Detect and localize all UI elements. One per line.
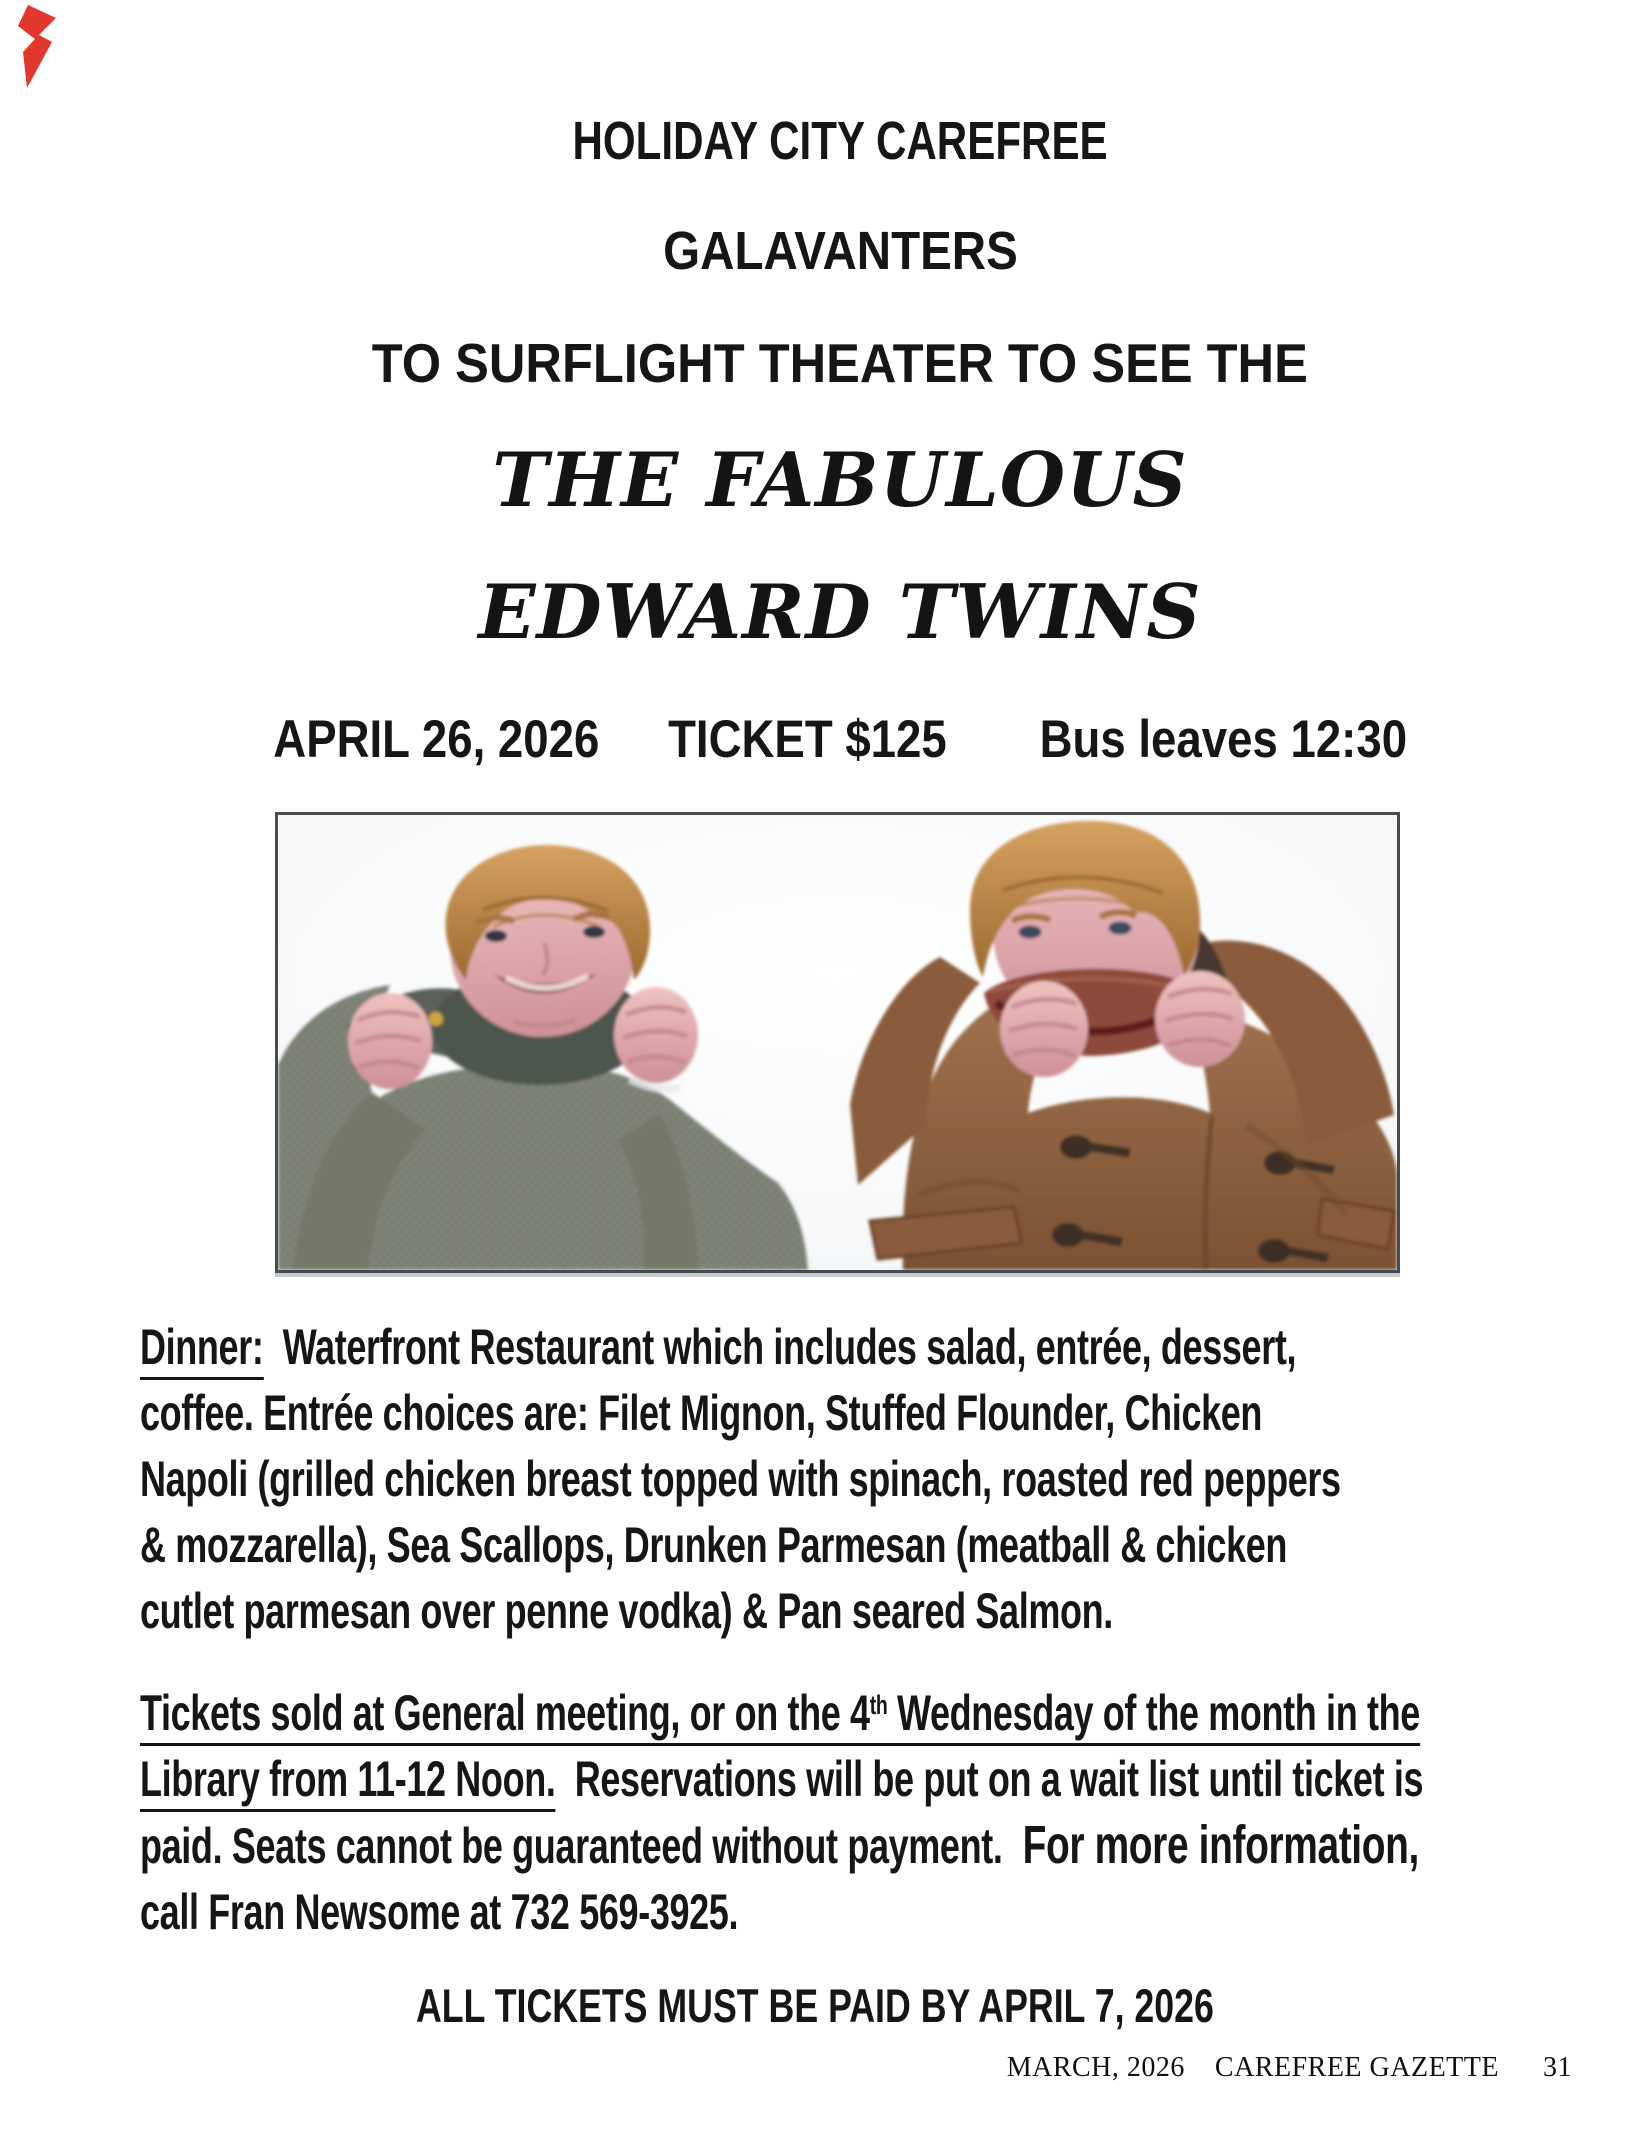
event-date: APRIL 26, 2026 <box>273 710 600 769</box>
footer-issue-date: MARCH, 2026 <box>1006 2052 1185 2083</box>
ticket-price: TICKET $125 <box>667 710 947 769</box>
title-line-3-text: TO SURFLIGHT THEATER TO SEE THE <box>371 332 1309 394</box>
title-line-2-text: GALAVANTERS <box>662 221 1018 281</box>
show-name-line-1 <box>15 436 1650 524</box>
title-line-1 <box>15 110 1650 172</box>
edward-twins-photo <box>275 812 1400 1273</box>
bus-departure-time: Bus leaves 12:30 <box>1039 710 1407 769</box>
title-line-1-text: HOLIDAY CITY CAREFREE <box>572 111 1108 171</box>
red-pen-mark-shape <box>18 5 56 88</box>
edward-twins-photo-image <box>278 815 1397 1270</box>
dinner-line-4: & mozzarella), Sea Scallops, Drunken Parmesan (meatball & chicken <box>140 1517 1288 1573</box>
dinner-line-2: coffee. Entrée choices are: Filet Mignon, Stuffed Flounder, Chicken <box>140 1385 1263 1441</box>
ordinal-superscript: th <box>869 1690 888 1720</box>
contact-phone-line: call Fran Newsome at 732 569-3925. <box>140 1884 739 1940</box>
ticket-info-line-3-text: paid. Seats cannot be guaranteed without payment. <box>140 1818 1013 1874</box>
more-information-text: For more information, <box>1012 1815 1419 1875</box>
show-name-line-2-text: EDWARD TWINS <box>478 568 1202 656</box>
dinner-line-1 <box>140 1314 1341 1380</box>
show-name-line-2 <box>15 568 1650 656</box>
dinner-line-1-text: Waterfront Restaurant which includes salad, entrée, dessert, <box>263 1319 1297 1375</box>
ticket-info-paragraph <box>140 1680 1650 1945</box>
payment-deadline <box>0 1978 1640 2033</box>
red-pen-mark <box>12 5 60 89</box>
title-line-3 <box>15 331 1650 395</box>
ticket-info-line-1 <box>140 1680 1423 1746</box>
ticket-info-line-1-post: Wednesday of the month in the <box>887 1685 1420 1741</box>
title-line-2 <box>15 220 1650 282</box>
payment-deadline-text: ALL TICKETS MUST BE PAID BY APRIL 7, 2026 <box>416 1979 1214 2032</box>
ticket-info-line-2-rest: Reservations will be put on a wait list until ticket is <box>555 1751 1424 1807</box>
dinner-paragraph <box>140 1314 1650 1644</box>
ticket-info-line-1-underlined <box>140 1685 1420 1746</box>
show-name-line-1-text: THE FABULOUS <box>492 436 1188 524</box>
dinner-line-3: Napoli (grilled chicken breast topped with spinach, roasted red peppers <box>140 1451 1341 1507</box>
dinner-line-5: cutlet parmesan over penne vodka) & Pan seared Salmon. <box>140 1583 1113 1639</box>
footer-page-number: 31 <box>1543 2052 1572 2083</box>
event-details-row <box>15 709 1650 770</box>
event-details-text <box>273 709 1407 770</box>
ticket-info-line-1-pre: Tickets sold at General meeting, or on the 4 <box>140 1685 870 1741</box>
ticket-info-line-3 <box>140 1812 1423 1879</box>
footer-publication-name: CAREFREE GAZETTE <box>1214 2052 1499 2083</box>
dinner-label: Dinner: <box>140 1319 263 1380</box>
ticket-info-line-2-underlined: Library from 11-12 Noon. <box>140 1751 555 1812</box>
page-footer <box>1007 2052 1572 2084</box>
ticket-info-line-2 <box>140 1746 1423 1812</box>
